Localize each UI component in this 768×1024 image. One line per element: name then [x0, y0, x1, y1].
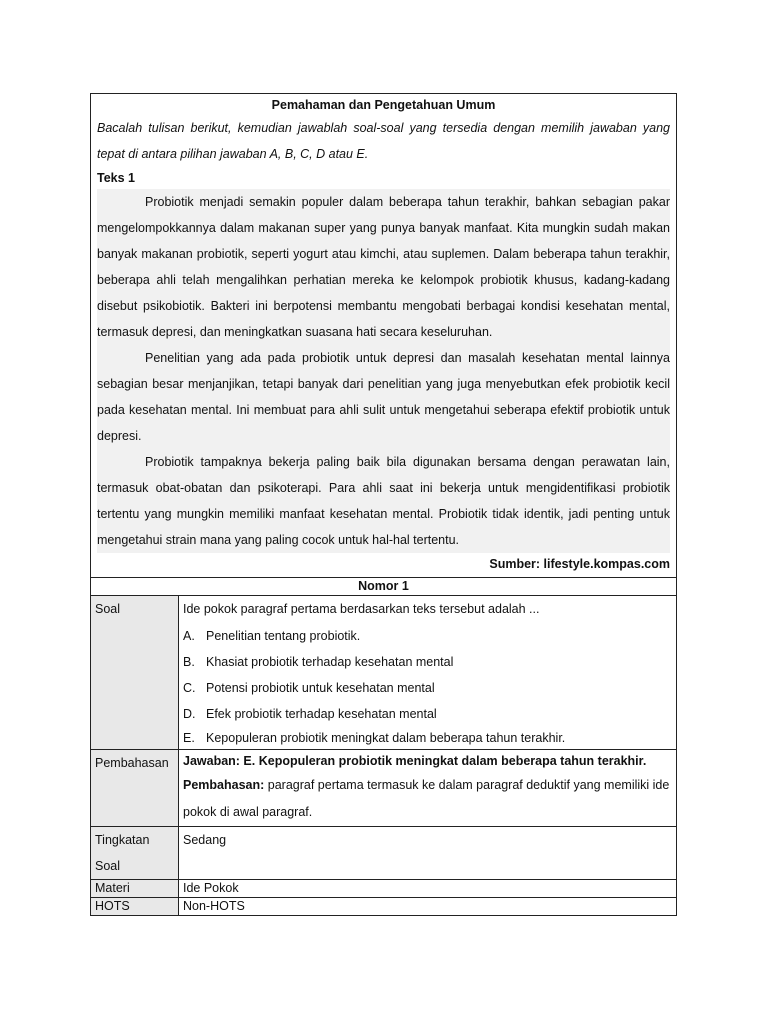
- explanation-title: Pembahasan:: [183, 778, 265, 792]
- pembahasan-row: [91, 750, 676, 827]
- explanation-text: [183, 772, 672, 826]
- option-d: [183, 701, 672, 727]
- materi-row: [91, 880, 676, 898]
- hots-value: Non-HOTS: [179, 898, 677, 916]
- option-letter: A.: [183, 629, 195, 643]
- option-a: [183, 623, 672, 649]
- soal-label: Soal: [91, 596, 179, 750]
- option-letter: B.: [183, 655, 195, 669]
- option-e: [183, 727, 672, 749]
- materi-label: Materi: [91, 880, 179, 898]
- option-text: Potensi probiotik untuk kesehatan mental: [206, 681, 435, 695]
- document-box: [90, 93, 677, 916]
- option-text: Kepopuleran probiotik meningkat dalam beberapa tahun terakhir.: [206, 731, 566, 745]
- hots-label: HOTS: [91, 898, 179, 916]
- option-b: [183, 649, 672, 675]
- pembahasan-cell: [179, 750, 677, 827]
- tingkatan-value: Sedang: [179, 827, 677, 880]
- hots-row: [91, 898, 676, 916]
- question-table: [91, 595, 676, 915]
- materi-value: Ide Pokok: [179, 880, 677, 898]
- question-text: Ide pokok paragraf pertama berdasarkan teks tersebut adalah ...: [183, 602, 540, 616]
- paragraph-1: Probiotik menjadi semakin populer dalam beberapa tahun terakhir, bahkan sebagian pakar mengelompokkannya dalam makanan super yang punya banyak manfaat. Kita mungkin sudah makan banyak makanan probiotik, seperti yogurt atau kimchi, atau suplemen. Dalam beberapa tahun terakhir, beberapa ahli telah mengalihkan perhatian mereka ke kelompok probiotik khusus, kadang-kadang disebut psikobiotik. Bakteri ini berpotensi membantu mengobati berbagai kondisi kesehatan mental, termasuk depresi, dan meningkatkan suasana hati secara keseluruhan.: [97, 189, 670, 345]
- option-text: Khasiat probiotik terhadap kesehatan mental: [206, 655, 454, 669]
- option-letter: E.: [183, 731, 195, 745]
- tingkatan-row: [91, 827, 676, 880]
- soal-cell: [179, 596, 677, 750]
- option-letter: D.: [183, 707, 196, 721]
- source-citation: Sumber: lifestyle.kompas.com: [489, 557, 670, 571]
- pembahasan-label: Pembahasan: [91, 750, 179, 827]
- paragraph-2: Penelitian yang ada pada probiotik untuk depresi dan masalah kesehatan mental lainnya sebagian besar menjanjikan, tetapi banyak dari penelitian yang juga menyebutkan efek probiotik kecil pada kesehatan mental. Ini membuat para ahli sulit untuk mengetahui seberapa efektif probiotik untuk depresi.: [97, 345, 670, 449]
- question-number: Nomor 1: [91, 577, 676, 595]
- instruction-text: Bacalah tulisan berikut, kemudian jawablah soal-soal yang tersedia dengan memilih jawaban yang tepat di antara pilihan jawaban A, B, C, D atau E.: [97, 121, 670, 161]
- paragraph-3: Probiotik tampaknya bekerja paling baik bila digunakan bersama dengan perawatan lain, termasuk obat-obatan dan psikoterapi. Para ahli saat ini bekerja untuk mengidentifikasi probiotik tertentu yang mungkin memiliki manfaat kesehatan mental. Probiotik tidak identik, jadi penting untuk mengetahui strain mana yang paling cocok untuk hal-hal tertentu.: [97, 449, 670, 553]
- page-title: Pemahaman dan Pengetahuan Umum: [271, 98, 496, 112]
- option-letter: C.: [183, 681, 196, 695]
- option-text: Efek probiotik terhadap kesehatan mental: [206, 707, 437, 721]
- answer-text: Jawaban: E. Kepopuleran probiotik meningkat dalam beberapa tahun terakhir.: [183, 754, 647, 768]
- explanation-body: paragraf pertama termasuk ke dalam paragraf deduktif yang memiliki ide pokok di awal paragraf.: [183, 778, 670, 819]
- option-c: [183, 675, 672, 701]
- text-label: Teks 1: [97, 171, 135, 185]
- reading-section: [91, 95, 676, 577]
- soal-row: [91, 596, 676, 750]
- option-text: Penelitian tentang probiotik.: [206, 629, 361, 643]
- tingkatan-label: Tingkatan Soal: [91, 827, 179, 880]
